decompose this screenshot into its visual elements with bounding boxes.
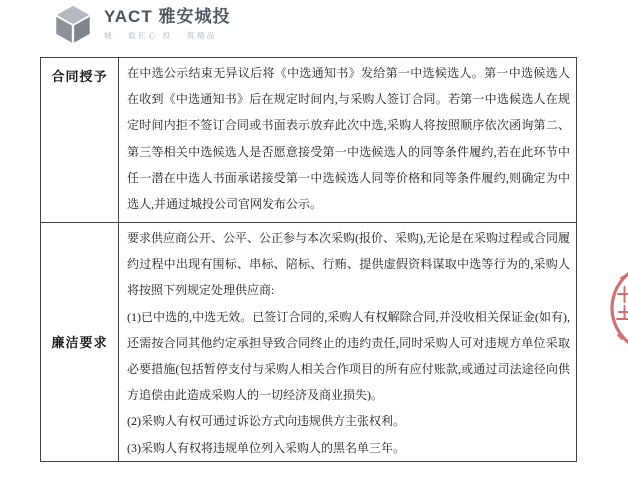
cell-contract-award-text [119, 58, 577, 223]
company-logo [52, 3, 230, 45]
red-seal-stamp [605, 257, 628, 359]
document-table [40, 57, 577, 462]
table-row-integrity [41, 223, 577, 462]
cell-integrity-text [119, 223, 577, 462]
paragraph: (2)采购人有权可通过诉讼方式向违规供方主张权利。 [127, 414, 405, 429]
row-header-contract-award: 合同授予 [41, 58, 119, 223]
brand-name: YACT 雅安城投 [104, 7, 231, 26]
brand-tagline: 城 · 载匠心 投 · 筑精品 [104, 31, 217, 40]
paragraph: (3)采购人有权将违规单位列入采购人的黑名单三年。 [127, 440, 405, 455]
row-header-integrity: 廉洁要求 [41, 223, 119, 462]
paragraph: 在中选公示结束无异议后将《中选通知书》发给第一中选候选人。第一中选候选人在收到《中选通知书》后在规定时间内,与采购人签订合同。若第一中选候选人在规定时间内拒不签订合同或书面表示放弃此次中选,采购人将按照顺序依次函询第二、第三等相关中选候选人是否愿意接受第一中选候选人的同等条件履约,若在此环节中任一潜在中选人书面承诺接受第一中选候选人同等价格和同等条件履约,则确定为中选人,并通过城投公司官网发布公示。 [127, 66, 570, 212]
brand-text-block [104, 7, 230, 41]
table-row-contract-award [41, 58, 577, 223]
cube-logo-icon [52, 3, 94, 45]
paragraph: 要求供应商公开、公平、公正参与本次采购(报价、采购),无论是在采购过程或合同履约过程中出现有围标、串标、陪标、行贿、提供虚假资料谋取中选等行为的,采购人将按照下列规定处理供应商: [127, 231, 570, 298]
paragraph: (1)已中选的,中选无效。已签订合同的,采购人有权解除合同,并没收相关保证金(如有),还需按合同其他约定承担导致合同终止的违约责任,同时采购人可对违规方单位采取必要措施(包括暂停支付与采购人相关合作项目的所有应付账款,或通过司法途径向供方追偿由此造成采购人的一切经济及商业损失)。 [127, 309, 570, 403]
